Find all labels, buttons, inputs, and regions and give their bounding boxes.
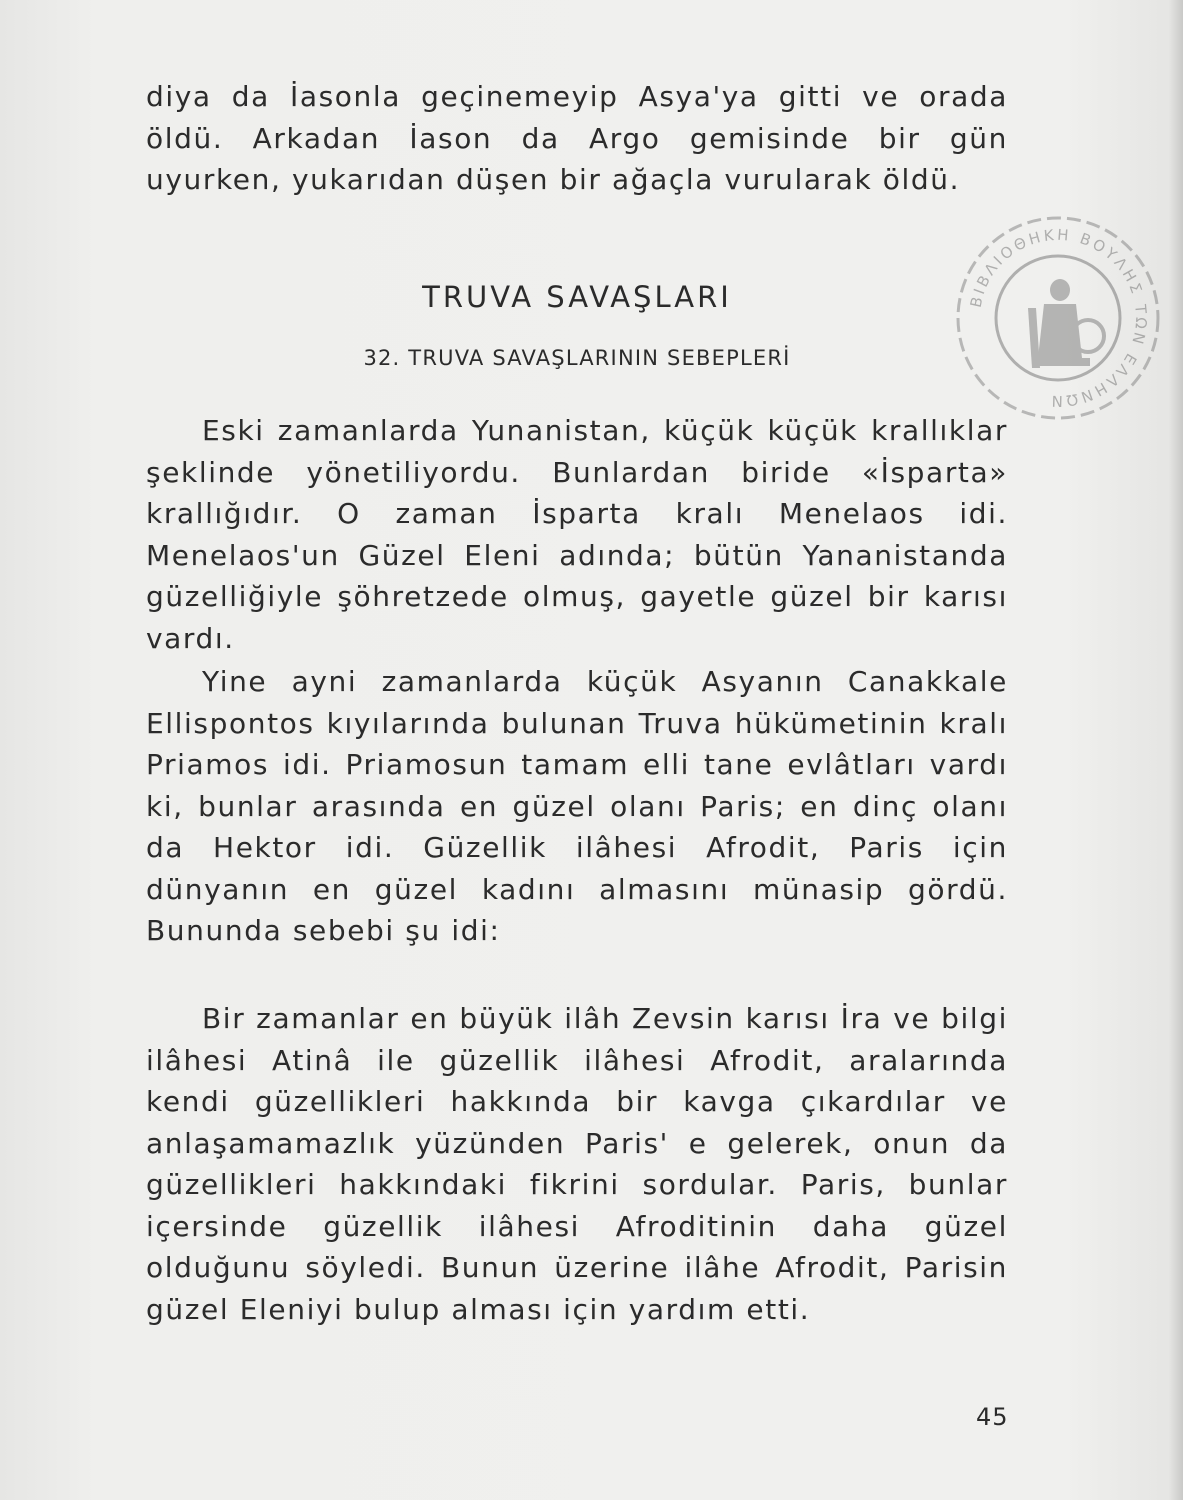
stamp-figure-icon	[1028, 279, 1104, 368]
page-number: 45	[976, 1403, 1009, 1431]
page-edge-shadow	[1169, 0, 1183, 1500]
intro-paragraph: diya da İasonla geçinemeyip Asya'ya gitti ve orada öldü. Arkadan İason da Argo gemisinde bir gün uyurken, yukarıdan düşen bir ağaçla vurularak öldü.	[146, 80, 1008, 196]
paragraph: Eski zamanlarda Yunanistan, küçük küçük krallıklar şeklinde yönetiliyordu. Bunlardan biride «İsparta» krallığıdır. O zaman İsparta kralı Menelaos idi. Menelaos'un Güzel Eleni adında; bütün Yananistanda güzelliğiyle şöhretzede olmuş, gayetle güzel bir karısı vardı.	[146, 414, 1008, 655]
stamp-lettering: ΒΙΒΛΙΟΘΗΚΗ ΒΟΥΛΗΣ ΤΩΝ ΕΛΛΗΝΩΝ	[966, 225, 1151, 411]
library-stamp	[948, 208, 1168, 428]
paragraph: Yine ayni zamanlarda küçük Asyanın Canakkale Ellispontos kıyılarında bulunan Truva hükümetinin kralı Priamos idi. Priamosun tamam elli tane evlâtları vardı ki, bunlar arasında en güzel olanı Paris; en dinç olanı da Hektor idi. Güzellik ilâhesi Afrodit, Paris için dünyanın en güzel kadını almasını münasip gördü. Bununda sebebi şu idi:	[146, 665, 1008, 947]
section-title: TRUVA SAVAŞLARI	[422, 280, 732, 314]
subsection-title: 32. TRUVA SAVAŞLARININ SEBEPLERİ	[363, 346, 791, 370]
paragraph: Bir zamanlar en büyük ilâh Zevsin karısı İra ve bilgi ilâhesi Atinâ ile güzellik ilâhesi Afrodit, aralarında kendi güzellikleri hakkında bir kavga çıkardılar ve anlaşamamazlık yüzünden Paris' e gelerek, onun da güzellikleri hakkındaki fikrini sordular. Paris, bunlar içersinde güzellik ilâhesi Afroditinin daha güzel olduğunu söyledi. Bunun üzerine ilâhe Afrodit, Parisin güzel Eleniyi bulup alması için yardım etti.	[146, 1002, 1008, 1326]
